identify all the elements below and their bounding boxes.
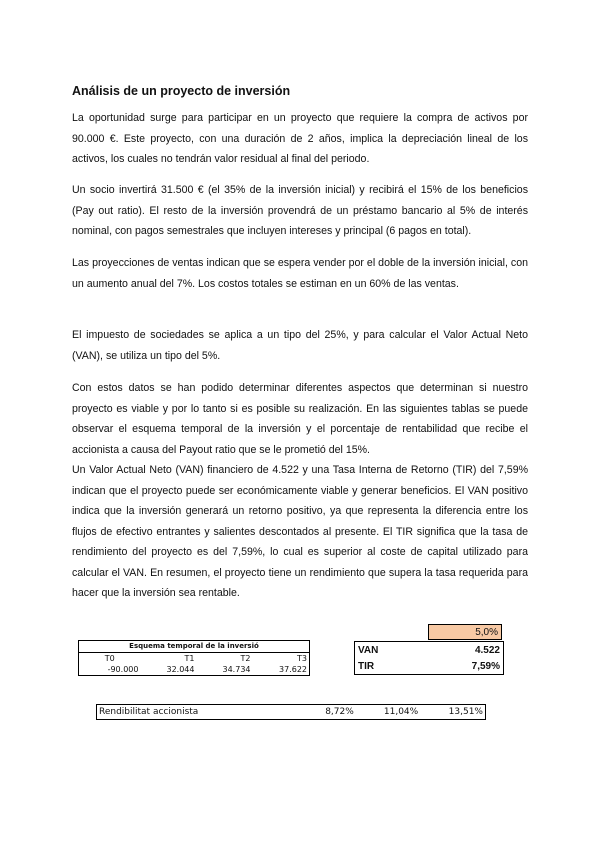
tir-value: 7,59%: [419, 658, 503, 675]
esquema-temporal-table: [78, 640, 310, 676]
paragraph-tables-intro: Con estos datos se han podido determinar diferentes aspectos que determinan si nuestro proyecto es viable y por lo tanto si es posible su realización. En las siguientes tablas se puede observar el esquema temporal de la inversión y el porcentaje de rentabilidad que recibe el accionista a causa del Payout ratio que se le prometió del 15%.: [72, 382, 528, 456]
rendibilitat-label: Rendibilitat accionista: [99, 707, 199, 717]
cash-flow-value: 37.622: [253, 664, 310, 676]
period-header: T1: [184, 654, 195, 663]
esquema-title: Esquema temporal de la inversió: [79, 641, 310, 653]
tir-label: TIR: [355, 658, 420, 675]
rendibilitat-value: 8,72%: [325, 707, 354, 717]
paragraph-van-tir-analysis: Un Valor Actual Neto (VAN) financiero de 4.522 y una Tasa Interna de Retorno (TIR) del 7,59% indican que el proyecto puede ser económicamente viable y generar beneficios. El VAN positivo indica que la inversión generará un retorno positivo, ya que representa la diferencia entre los flujos de efectivo entrantes y salientes descontados al presente. El TIR significa que la tasa de rendimiento del proyecto es del 7,59%, lo cual es superior al coste de capital utilizado para calcular el VAN. En resumen, el proyecto tiene un rendimiento que supera la tasa requerida para hacer que la inversión sea rentable.: [72, 464, 528, 599]
document-title: Análisis de un proyecto de inversión: [72, 84, 291, 98]
van-tir-table: [354, 641, 504, 675]
discount-rate-cell: 5,0%: [428, 624, 502, 640]
van-label: VAN: [355, 642, 420, 659]
conclusion-block: [72, 378, 528, 604]
cash-flow-value: -90.000: [79, 664, 141, 676]
rendibilitat-table: [96, 704, 486, 720]
paragraph-investment-opportunity: La oportunidad surge para participar en un proyecto que requiere la compra de activos por 90.000 €. Este proyecto, con una duración de 2 años, implica la depreciación lineal de los activos, los cuales no tendrán valor residual al final del periodo.: [72, 112, 528, 165]
rendibilitat-value: 11,04%: [383, 707, 419, 717]
paragraph-tax-and-van: El impuesto de sociedades se aplica a un tipo del 25%, y para calcular el Valor Actual Neto (VAN), se utiliza un tipo del 5%.: [72, 329, 528, 362]
period-header: T2: [240, 654, 251, 663]
paragraph-sales-projection: Las proyecciones de ventas indican que se espera vender por el doble de la inversión inicial, con un aumento anual del 7%. Los costos totales se estiman en un 60% de las ventas.: [72, 257, 528, 290]
cash-flow-value: 32.044: [140, 664, 196, 676]
cash-flow-value: 34.734: [196, 664, 252, 676]
van-value: 4.522: [419, 642, 503, 659]
period-header: T0: [79, 653, 141, 665]
period-header: T3: [253, 653, 310, 665]
paragraph-partner-financing: Un socio invertirá 31.500 € (el 35% de la inversión inicial) y recibirá el 15% de los beneficios (Pay out ratio). El resto de la inversión provendrá de un préstamo bancario al 5% de interés nominal, con pagos semestrales que incluyen intereses y principal (6 pagos en total).: [72, 184, 528, 237]
rendibilitat-value: 13,51%: [448, 707, 483, 717]
